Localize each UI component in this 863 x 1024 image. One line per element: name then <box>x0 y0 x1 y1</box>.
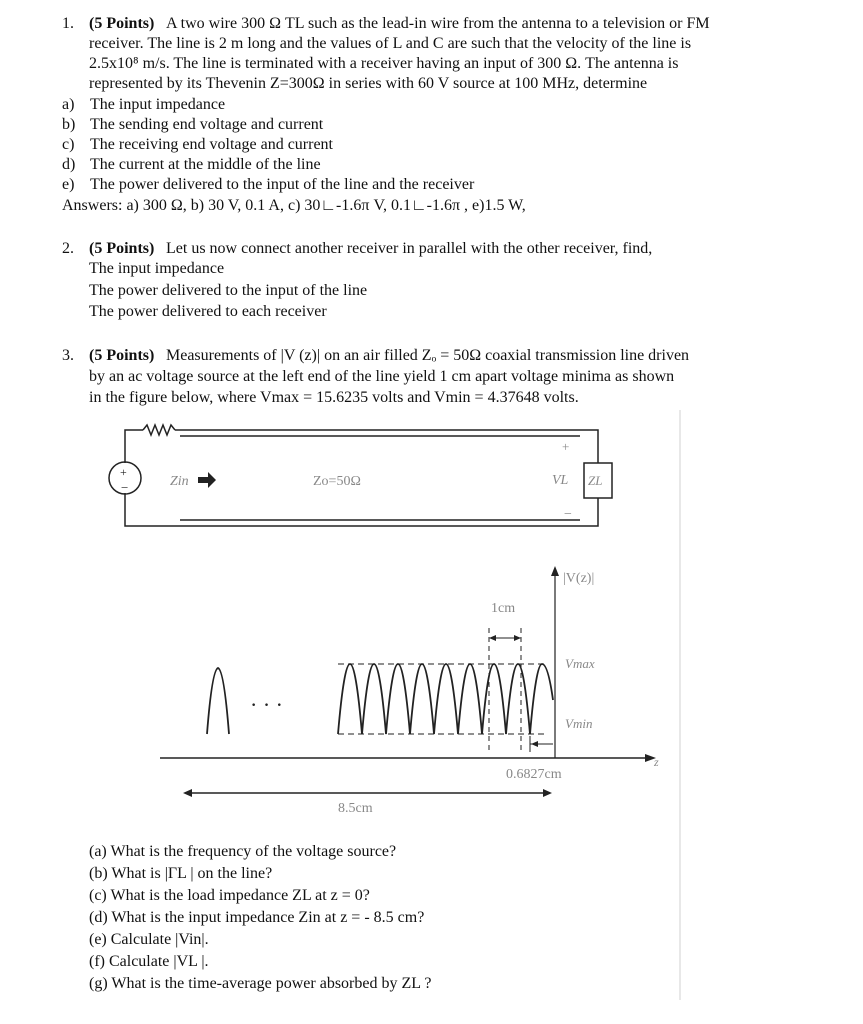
vmax-label: Vmax <box>565 656 595 671</box>
q1-item-d: The current at the middle of the line <box>90 156 321 173</box>
q1-item-b-label: b) <box>62 116 76 133</box>
q1-line-3: 2.5x10⁸ m/s. The line is terminated with a receiver having an input of 300 Ω. The antenna is <box>89 55 679 72</box>
subquestion-g: (g) What is the time-average power absorbed by ZL ? <box>89 975 432 992</box>
spacing-arrow-right-icon <box>514 635 521 641</box>
q1-line-2: receiver. The line is 2 m long and the values of L and C are such that the velocity of the line is <box>89 35 692 52</box>
q1-item-e: The power delivered to the input of the line and the receiver <box>90 176 475 193</box>
wire-bottom <box>125 493 580 526</box>
offset-label: 0.6827cm <box>506 767 562 782</box>
q1-item-a-label: a) <box>62 96 75 113</box>
q1-points: (5 Points) <box>89 15 155 32</box>
dots: · · · <box>250 692 283 717</box>
wire-right-bottom <box>580 498 598 526</box>
q1-line-4: represented by its Thevenin Z=300Ω in series with 60 V source at 100 MHz, determine <box>89 75 648 92</box>
q1-number: 1. <box>62 15 74 32</box>
vl-minus: − <box>564 507 572 522</box>
q2-line-1: Let us now connect another receiver in parallel with the other receiver, find, <box>166 240 653 257</box>
q2-line-3: The power delivered to the input of the line <box>89 282 368 299</box>
length-arrow-right-icon <box>543 789 552 797</box>
zin-arrow-icon <box>198 472 216 488</box>
q1-item-e-label: e) <box>62 176 75 193</box>
spacing-label: 1cm <box>491 601 516 616</box>
voltage-plot <box>160 566 656 793</box>
q2-line-2: The input impedance <box>89 260 225 277</box>
subquestion-c: (c) What is the load impedance ZL at z = 0? <box>89 887 370 904</box>
resistor <box>143 425 175 435</box>
q3-line-3: in the figure below, where Vmax = 15.6235 volts and Vmin = 4.37648 volts. <box>89 389 579 406</box>
q2-number: 2. <box>62 240 74 257</box>
vmin-label: Vmin <box>565 716 593 731</box>
source-minus: − <box>121 480 129 495</box>
q1-answers: Answers: a) 300 Ω, b) 30 V, 0.1 A, c) 30∟-1.6π V, 0.1∟-1.6π , e)1.5 W, <box>62 197 526 214</box>
q1-item-c-label: c) <box>62 136 75 153</box>
v-axis-arrow-icon <box>551 566 559 576</box>
z-label: z <box>654 755 659 769</box>
q3-number: 3. <box>62 347 74 364</box>
length-label: 8.5cm <box>338 801 373 816</box>
wave-left-fragment <box>207 668 229 734</box>
zo-label: Zo=50Ω <box>313 474 361 489</box>
q1-line-1: A two wire 300 Ω TL such as the lead-in wire from the antenna to a television or FM <box>166 15 710 32</box>
offset-arrow-icon <box>531 741 538 747</box>
subquestion-b: (b) What is |ΓL | on the line? <box>89 865 273 882</box>
q1-item-c: The receiving end voltage and current <box>90 136 333 153</box>
q1-item-a: The input impedance <box>90 96 226 113</box>
q3-line-2: by an ac voltage source at the left end of the line yield 1 cm apart voltage minima as shown <box>89 368 675 385</box>
subquestion-e: (e) Calculate |Vin|. <box>89 931 209 948</box>
spacing-arrow-left-icon <box>489 635 496 641</box>
vl-label: VL <box>552 473 569 488</box>
subquestion-a: (a) What is the frequency of the voltage source? <box>89 843 397 860</box>
subquestion-f: (f) Calculate |VL |. <box>89 953 209 970</box>
subquestion-d: (d) What is the input impedance Zin at z = - 8.5 cm? <box>89 909 425 926</box>
wire-right <box>580 430 598 463</box>
wire-top-left <box>125 430 143 463</box>
source-plus: + <box>120 465 127 479</box>
q2-line-4: The power delivered to each receiver <box>89 303 327 320</box>
q3-line-1: Measurements of |V (z)| on an air filled Zₒ = 50Ω coaxial transmission line driven <box>166 347 690 364</box>
q2-points: (5 Points) <box>89 240 155 257</box>
vl-plus: + <box>562 439 570 454</box>
q3-points: (5 Points) <box>89 347 155 364</box>
axis-label: |V(z)| <box>563 571 595 586</box>
q1-item-b: The sending end voltage and current <box>90 116 324 133</box>
zl-label: ZL <box>588 473 603 488</box>
q1-item-d-label: d) <box>62 156 76 173</box>
length-arrow-left-icon <box>183 789 192 797</box>
zin-label: Zin <box>170 474 189 489</box>
